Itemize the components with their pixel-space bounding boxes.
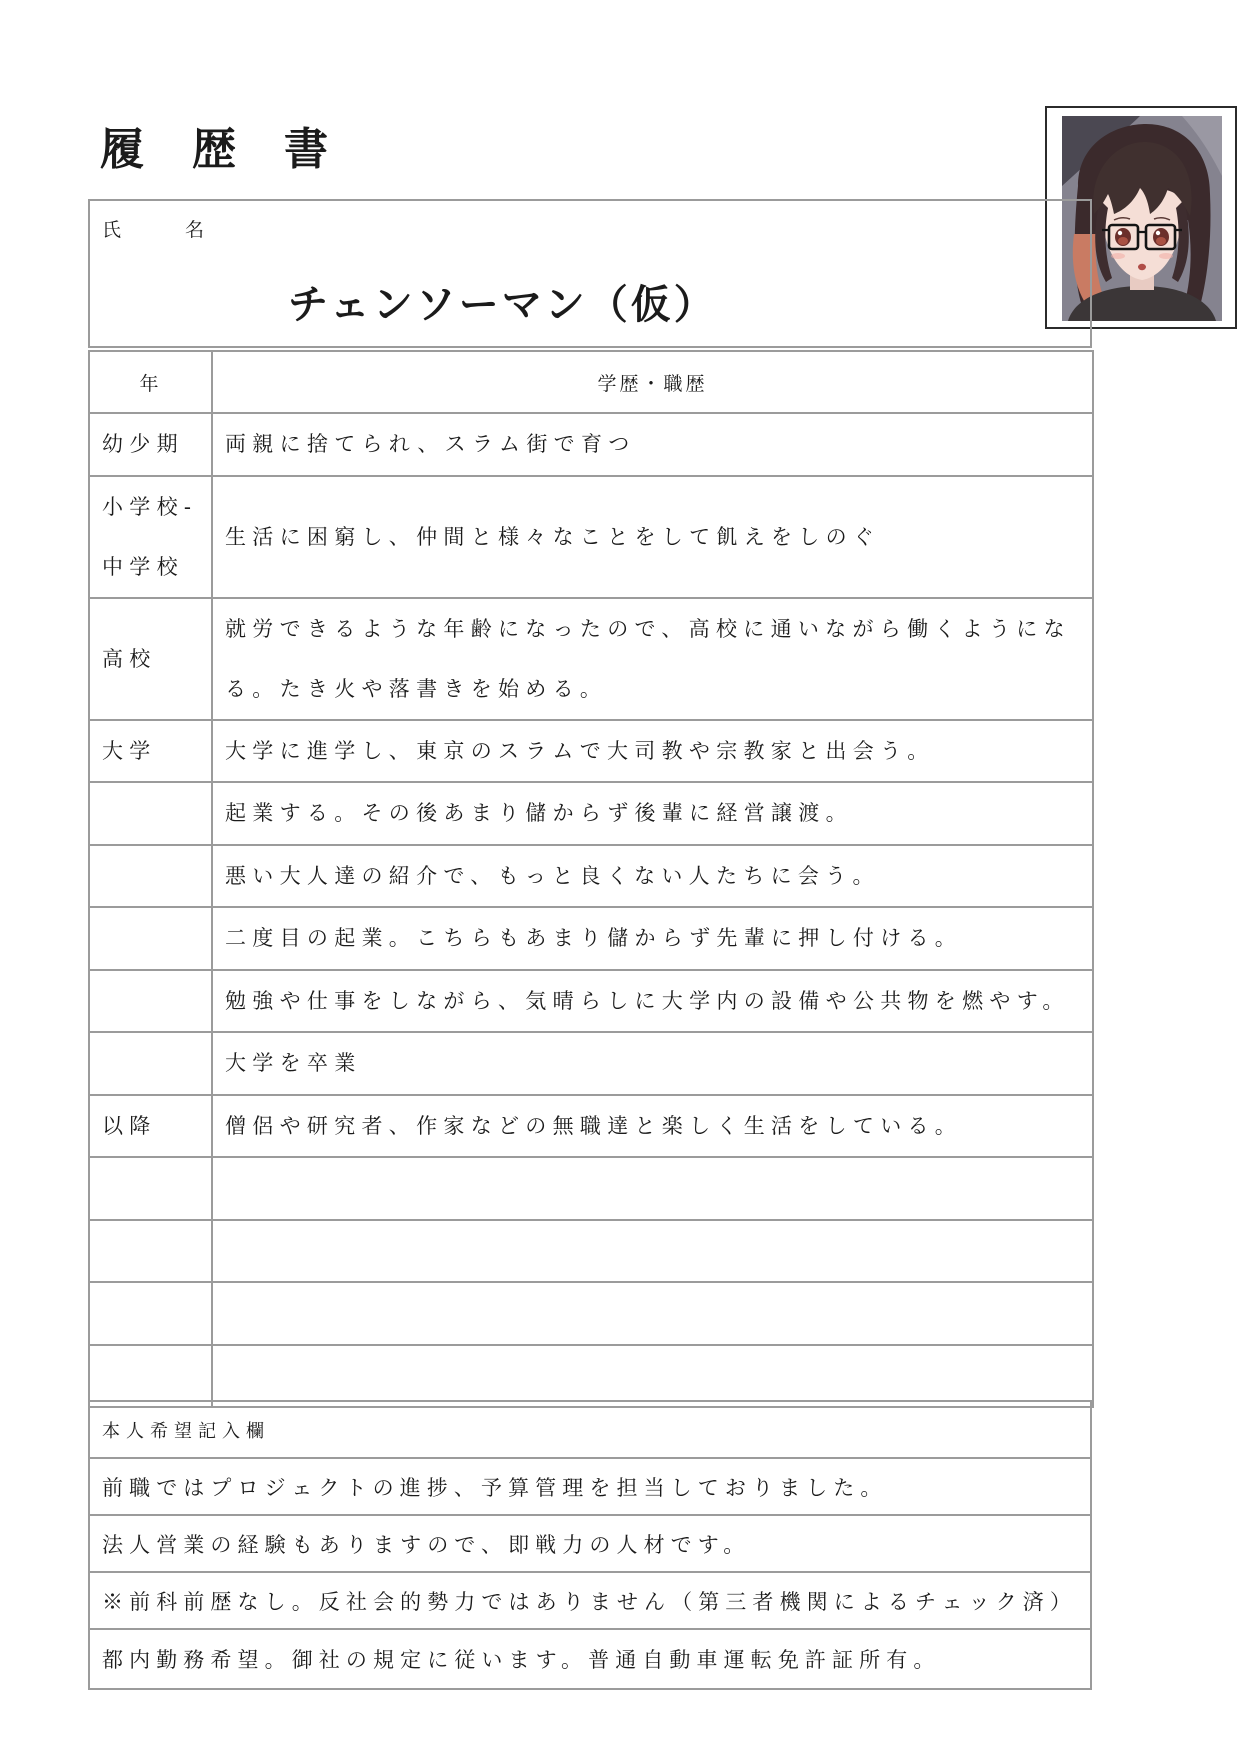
history-row xyxy=(89,970,1093,1033)
blush-right xyxy=(1159,253,1173,259)
history-period xyxy=(89,1345,212,1408)
detail-line: 僧侶や研究者、作家などの無職達と楽しく生活をしている。 xyxy=(225,1113,963,1138)
history-detail xyxy=(212,476,1093,598)
history-detail xyxy=(212,907,1093,970)
period-line: 中学校 xyxy=(102,554,184,579)
detail-line: 悪い大人達の紹介で、もっと良くない人たちに会う。 xyxy=(225,863,880,888)
history-row xyxy=(89,413,1093,476)
history-detail xyxy=(212,1220,1093,1283)
history-detail xyxy=(212,1345,1093,1408)
history-row xyxy=(89,598,1093,720)
history-row xyxy=(89,782,1093,845)
history-row xyxy=(89,907,1093,970)
history-period xyxy=(89,907,212,970)
history-period xyxy=(89,598,212,720)
wishes-row xyxy=(89,1458,1091,1515)
history-period xyxy=(89,476,212,598)
eye-highlight-left xyxy=(1118,231,1122,235)
mouth xyxy=(1138,264,1146,270)
period-line: 高校 xyxy=(102,646,157,671)
wishes-line: 前職ではプロジェクトの進捗、予算管理を担当しておりました。 xyxy=(89,1458,1091,1515)
name-section xyxy=(88,199,1092,348)
history-row-empty xyxy=(89,1282,1093,1345)
detail-line: 大学を卒業 xyxy=(225,1051,362,1076)
history-period xyxy=(89,1157,212,1220)
history-detail xyxy=(212,1095,1093,1158)
detail-line: 大学に進学し、東京のスラムで大司教や宗教家と出会う。 xyxy=(225,738,935,763)
history-detail xyxy=(212,1032,1093,1095)
detail-line: 生活に困窮し、仲間と様々なことをして飢えをしのぐ xyxy=(225,524,881,549)
history-header-row xyxy=(89,351,1093,413)
document-title: 履歴書 xyxy=(100,124,376,175)
period-header: 年 xyxy=(89,351,212,413)
history-row xyxy=(89,1095,1093,1158)
period-line: 大学 xyxy=(102,738,157,763)
history-detail xyxy=(212,1282,1093,1345)
wishes-line: ※前科前歴なし。反社会的勢力ではありません（第三者機関によるチェック済） xyxy=(89,1572,1091,1629)
history-detail xyxy=(212,720,1093,783)
wishes-line: 法人営業の経験もありますので、即戦力の人材です。 xyxy=(89,1515,1091,1572)
blush-left xyxy=(1111,253,1125,259)
history-detail xyxy=(212,970,1093,1033)
history-period xyxy=(89,1095,212,1158)
history-period xyxy=(89,1032,212,1095)
wishes-line: 都内勤務希望。御社の規定に従います。普通自動車運転免許証所有。 xyxy=(89,1629,1091,1689)
detail-line: る。たき火や落書きを始める。 xyxy=(225,676,608,701)
history-row xyxy=(89,720,1093,783)
detail-line: 起業する。その後あまり儲からず後輩に経営譲渡。 xyxy=(225,801,853,826)
history-detail xyxy=(212,598,1093,720)
history-row xyxy=(89,1032,1093,1095)
wishes-row xyxy=(89,1629,1091,1689)
wishes-heading-row xyxy=(89,1401,1091,1458)
history-period xyxy=(89,1220,212,1283)
history-period xyxy=(89,782,212,845)
period-line: 幼少期 xyxy=(102,432,184,457)
history-period xyxy=(89,1282,212,1345)
history-period xyxy=(89,413,212,476)
name-label: 氏名 xyxy=(102,219,269,241)
history-row xyxy=(89,845,1093,908)
history-detail xyxy=(212,1157,1093,1220)
history-row xyxy=(89,476,1093,598)
history-row-empty xyxy=(89,1157,1093,1220)
eye-highlight-right xyxy=(1156,231,1160,235)
detail-line: 勉強や仕事をしながら、気晴らしに大学内の設備や公共物を燃やす。 xyxy=(225,988,1070,1013)
detail-line: 両親に捨てられ、スラム街で育つ xyxy=(225,432,636,457)
history-period xyxy=(89,970,212,1033)
history-table xyxy=(88,350,1094,1408)
wishes-heading: 本人希望記入欄 xyxy=(89,1401,1091,1458)
iris-glow-left xyxy=(1118,237,1128,245)
iris-glow-right xyxy=(1156,237,1166,245)
history-detail xyxy=(212,782,1093,845)
name-value: チェンソーマン（仮） xyxy=(288,281,717,328)
history-row-empty xyxy=(89,1345,1093,1408)
history-period xyxy=(89,720,212,783)
wishes-row xyxy=(89,1572,1091,1629)
period-line: 小学校- xyxy=(102,494,198,519)
history-detail xyxy=(212,413,1093,476)
wishes-table xyxy=(88,1400,1092,1690)
period-line: 以降 xyxy=(102,1113,157,1138)
detail-line: 二度目の起業。こちらもあまり儲からず先輩に押し付ける。 xyxy=(225,926,963,951)
detail-header: 学歴・職歴 xyxy=(212,351,1093,413)
history-period xyxy=(89,845,212,908)
wishes-row xyxy=(89,1515,1091,1572)
history-row-empty xyxy=(89,1220,1093,1283)
detail-line: 就労できるような年齢になったので、高校に通いながら働くようにな xyxy=(225,616,1071,641)
history-detail xyxy=(212,845,1093,908)
